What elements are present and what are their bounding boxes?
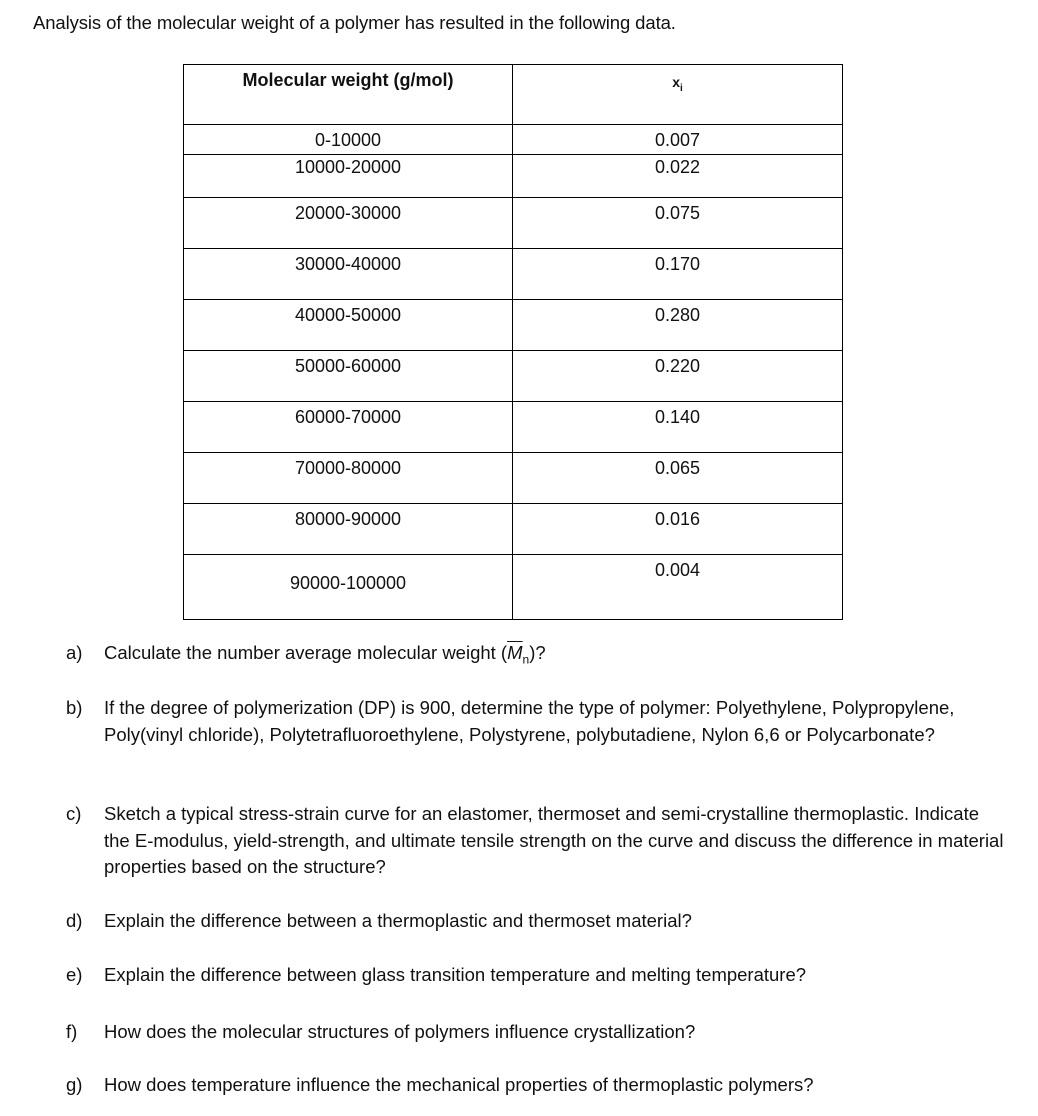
question-label: d) [66,910,83,931]
table-row [184,198,843,249]
question-e [66,962,1006,989]
question-text: Calculate the number average molecular weight $(\overline{M}_n)$? [104,642,546,667]
table-row [184,402,843,453]
question-g [66,1072,1006,1099]
question-c [66,801,1006,881]
range-cell: 30000-40000 [184,249,513,300]
range-cell: 90000-100000 [184,555,513,620]
xi-cell: 0.075 [513,198,843,249]
question-b [66,695,1006,748]
xi-cell: 0.007 [513,125,843,155]
table-row [184,125,843,155]
question-text: How does temperature influence the mechanical properties of thermoplastic polymers? [104,1074,814,1095]
question-label: b) [66,697,83,718]
xi-cell: 0.065 [513,453,843,504]
header-xi-label: $x_i$ [672,74,683,94]
table-row [184,300,843,351]
range-cell: 0-10000 [184,125,513,155]
table-row [184,351,843,402]
xi-cell: 0.280 [513,300,843,351]
question-text: Sketch a typical stress-strain curve for an elastomer, thermoset and semi-crystalline thermoplastic. Indicate the E-modulus, yield-strength, and ultimate tensile strength on the curve and discuss the difference in material properties based on the structure? [104,803,1004,877]
question-label: a) [66,642,83,663]
question-d [66,908,1006,935]
question-text: How does the molecular structures of polymers influence crystallization? [104,1021,696,1042]
xi-cell: 0.140 [513,402,843,453]
xi-cell: 0.022 [513,155,843,198]
range-cell: 40000-50000 [184,300,513,351]
intro-text: Analysis of the molecular weight of a polymer has resulted in the following data. [33,12,676,33]
question-label: f) [66,1021,78,1042]
header-xi [513,65,843,125]
question-a [66,640,1006,673]
table-row [184,155,843,198]
range-cell: 60000-70000 [184,402,513,453]
xi-cell: 0.016 [513,504,843,555]
question-label: e) [66,964,83,985]
question-text: Explain the difference between glass transition temperature and melting temperature? [104,964,807,985]
table-row [184,453,843,504]
xi-cell: 0.004 [513,555,843,620]
table-row [184,249,843,300]
table-row [184,555,843,620]
question-text: Explain the difference between a thermoplastic and thermoset material? [104,910,692,931]
xi-cell: 0.170 [513,249,843,300]
question-f [66,1019,1006,1046]
table-header-row [184,65,843,125]
table-row [184,504,843,555]
range-cell: 20000-30000 [184,198,513,249]
question-label: g) [66,1074,83,1095]
molecular-weight-table [183,64,843,620]
range-cell: 10000-20000 [184,155,513,198]
question-text: If the degree of polymerization (DP) is 900, determine the type of polymer: Polyethylene, Polypropylene, Poly(vinyl chloride), Polytetrafluoroethylene, Polystyrene, polybutadiene, Nylon 6,6 or Polycarbonate? [104,697,955,745]
xi-cell: 0.220 [513,351,843,402]
header-molecular-weight: Molecular weight (g/mol) [184,65,513,125]
range-cell: 50000-60000 [184,351,513,402]
range-cell: 70000-80000 [184,453,513,504]
question-label: c) [66,803,82,824]
range-cell: 80000-90000 [184,504,513,555]
